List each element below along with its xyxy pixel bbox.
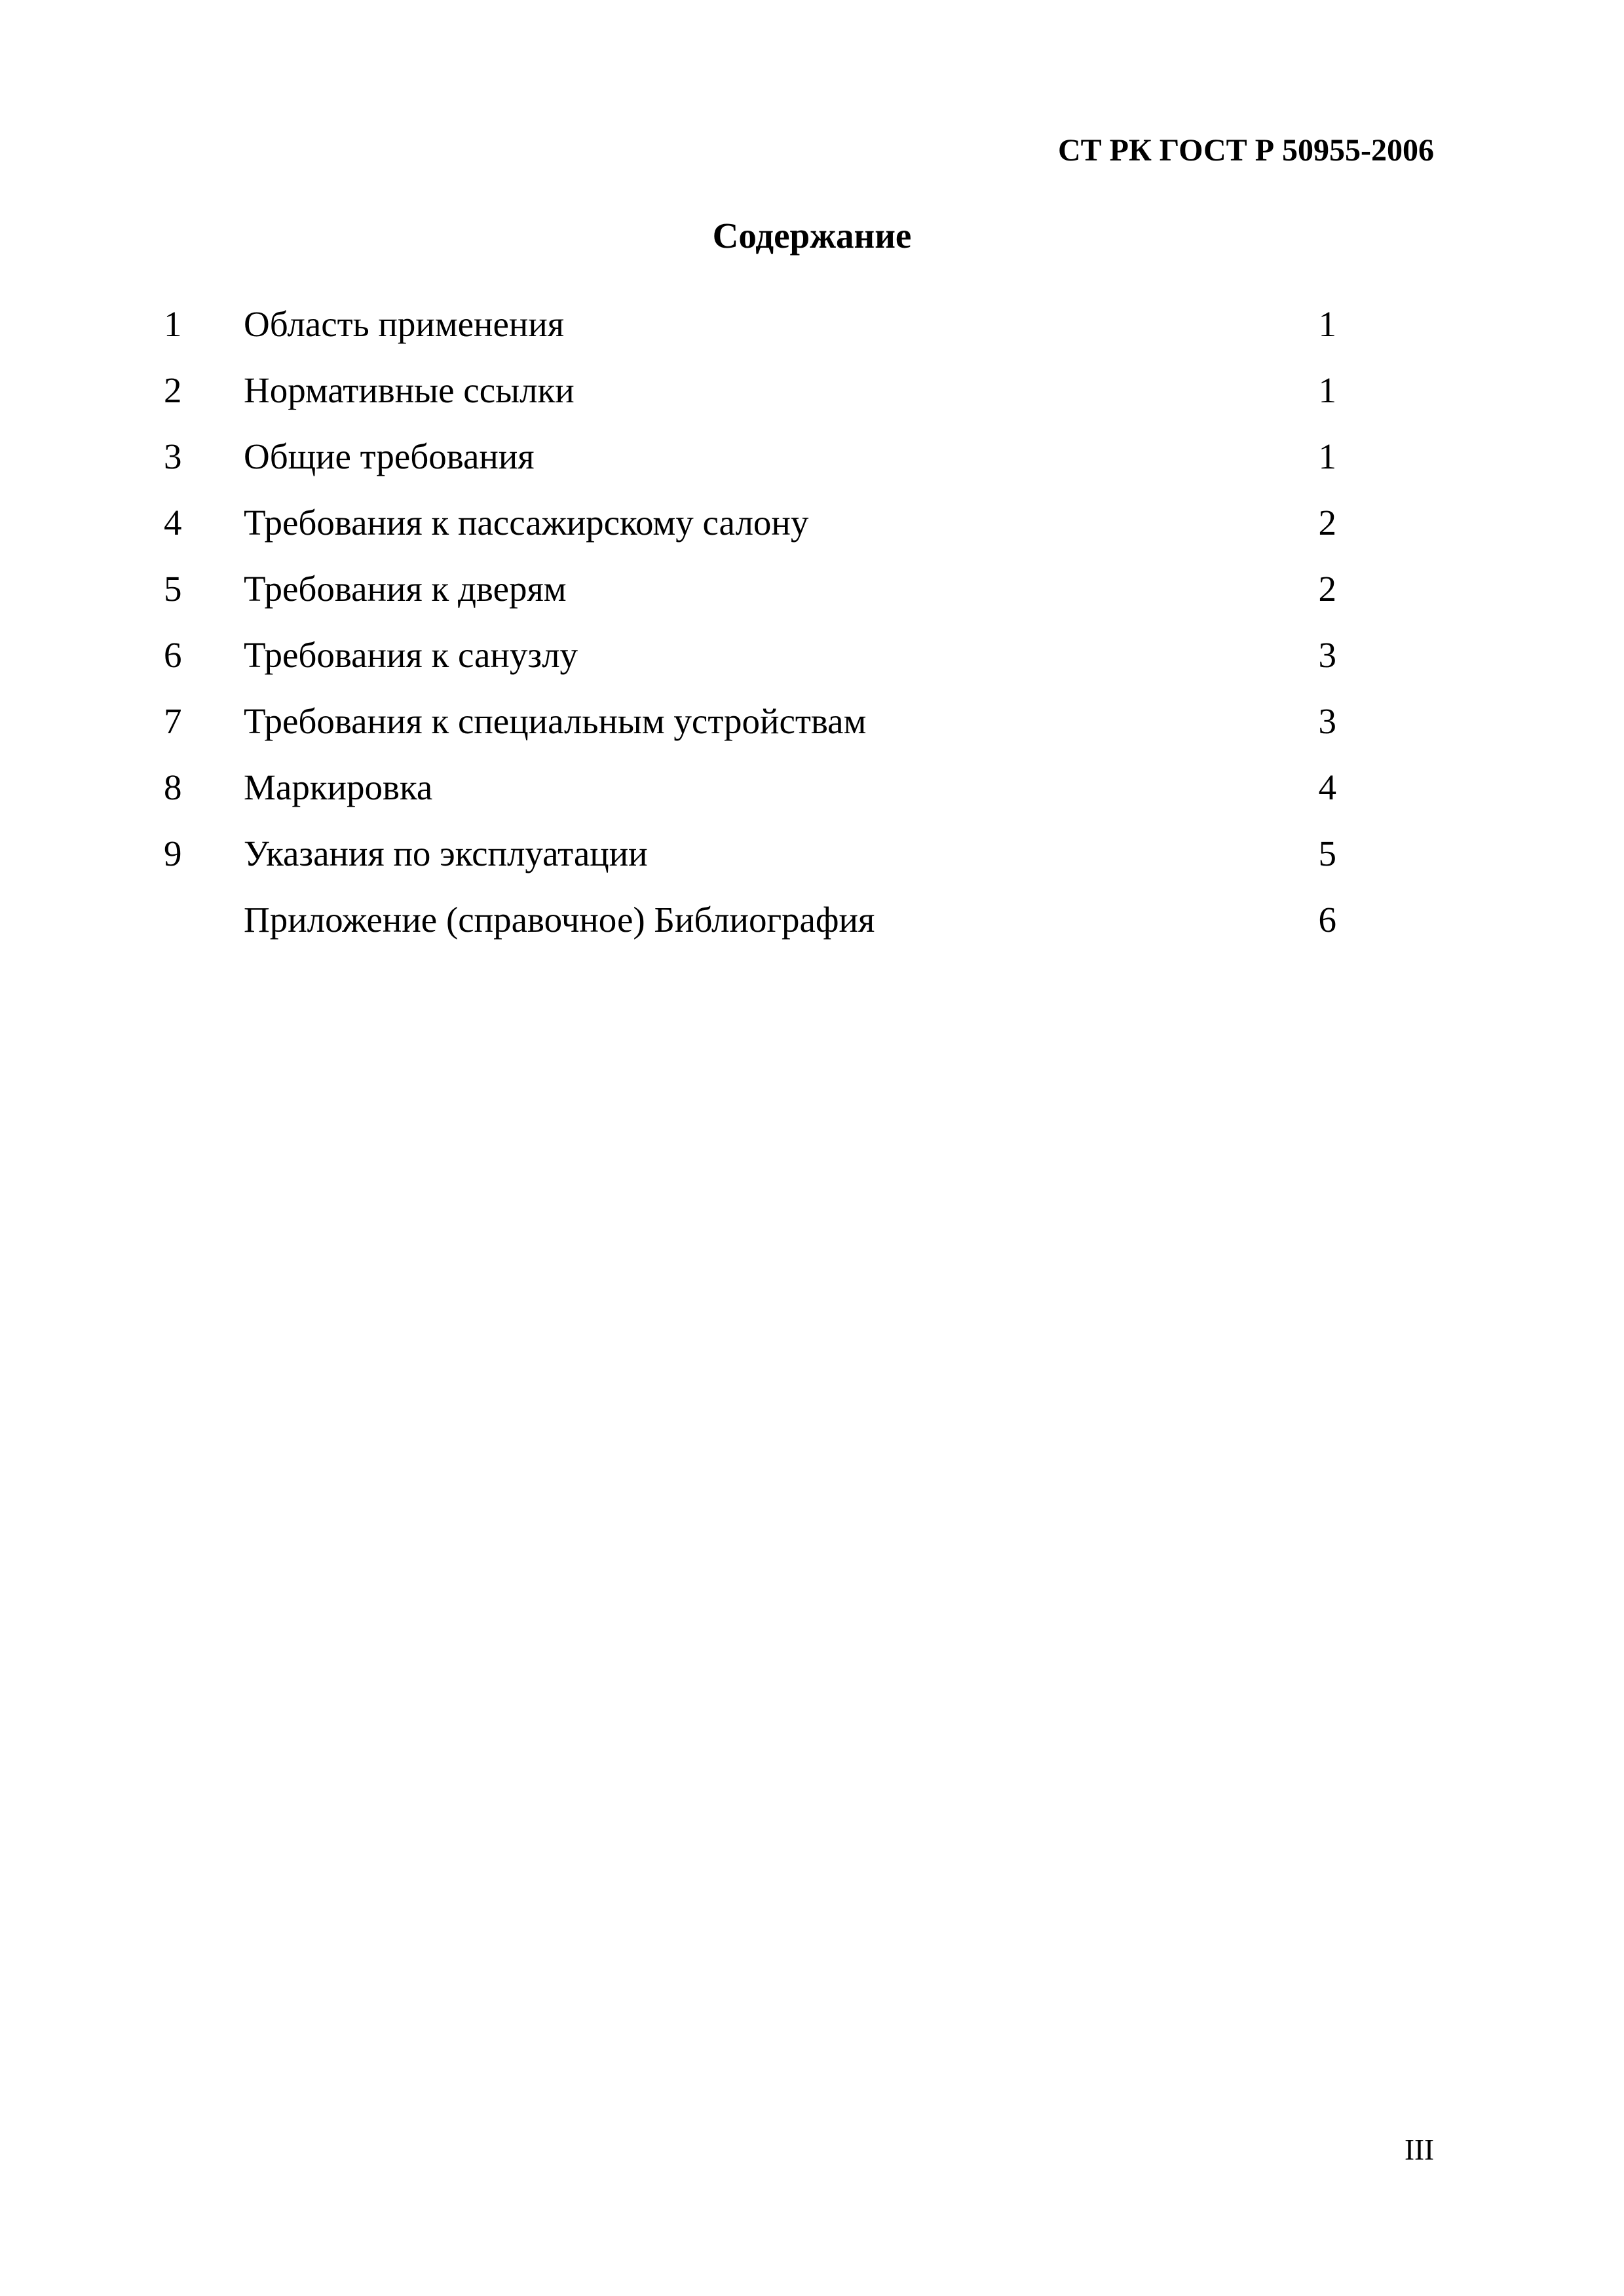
toc-entry-title: Требования к пассажирскому салону — [244, 503, 809, 543]
page-number: III — [1405, 2133, 1434, 2166]
toc-entry-2[interactable] — [164, 364, 1336, 430]
toc-entry-number: 6 — [164, 635, 182, 675]
toc-entry-page: 3 — [1318, 635, 1336, 675]
toc-entry-page: 1 — [1318, 370, 1336, 410]
toc-entry-3[interactable] — [164, 430, 1336, 497]
document-code: СТ РК ГОСТ Р 50955-2006 — [1057, 133, 1434, 168]
toc-entry-title: Область применения — [244, 304, 565, 344]
toc-entry-page: 1 — [1318, 436, 1336, 476]
toc-entry-title: Указания по эксплуатации — [244, 833, 648, 873]
toc-entry-page: 3 — [1318, 701, 1336, 741]
toc-entry-8[interactable] — [164, 761, 1336, 828]
toc-entry-number: 4 — [164, 503, 182, 543]
toc-entry-6[interactable] — [164, 629, 1336, 695]
toc-heading: Содержание — [712, 216, 912, 256]
toc-entry-9[interactable] — [164, 828, 1336, 894]
toc-entry-page: 2 — [1318, 503, 1336, 543]
toc-entry-number: 7 — [164, 701, 182, 741]
toc-entry-title: Требования к дверям — [244, 569, 567, 609]
toc-entry-number: 9 — [164, 833, 182, 873]
toc-entry-title: Маркировка — [244, 767, 433, 807]
toc-entry-title: Требования к санузлу — [244, 635, 578, 675]
toc-entry-number: 2 — [164, 370, 182, 410]
toc-entry-page: 2 — [1318, 569, 1336, 609]
toc-entry-number: 1 — [164, 304, 182, 344]
toc-entry-title: Требования к специальным устройствам — [244, 701, 867, 741]
toc-entry-title: Приложение (справочное) Библиография — [244, 900, 875, 940]
toc-entry-page: 4 — [1318, 767, 1336, 807]
toc-entry-title: Общие требования — [244, 436, 535, 476]
toc-entry-5[interactable] — [164, 563, 1336, 629]
toc-entry-appendix[interactable] — [164, 894, 1336, 960]
toc-entry-page: 1 — [1318, 304, 1336, 344]
toc-entry-4[interactable] — [164, 497, 1336, 563]
toc-entry-1[interactable] — [164, 298, 1336, 364]
toc-entry-7[interactable] — [164, 695, 1336, 761]
toc-entry-number: 5 — [164, 569, 182, 609]
table-of-contents — [164, 298, 1336, 960]
toc-entry-title: Нормативные ссылки — [244, 370, 575, 410]
toc-entry-page: 6 — [1318, 900, 1336, 940]
toc-entry-number: 8 — [164, 767, 182, 807]
toc-entry-page: 5 — [1318, 833, 1336, 873]
toc-entry-number: 3 — [164, 436, 182, 476]
